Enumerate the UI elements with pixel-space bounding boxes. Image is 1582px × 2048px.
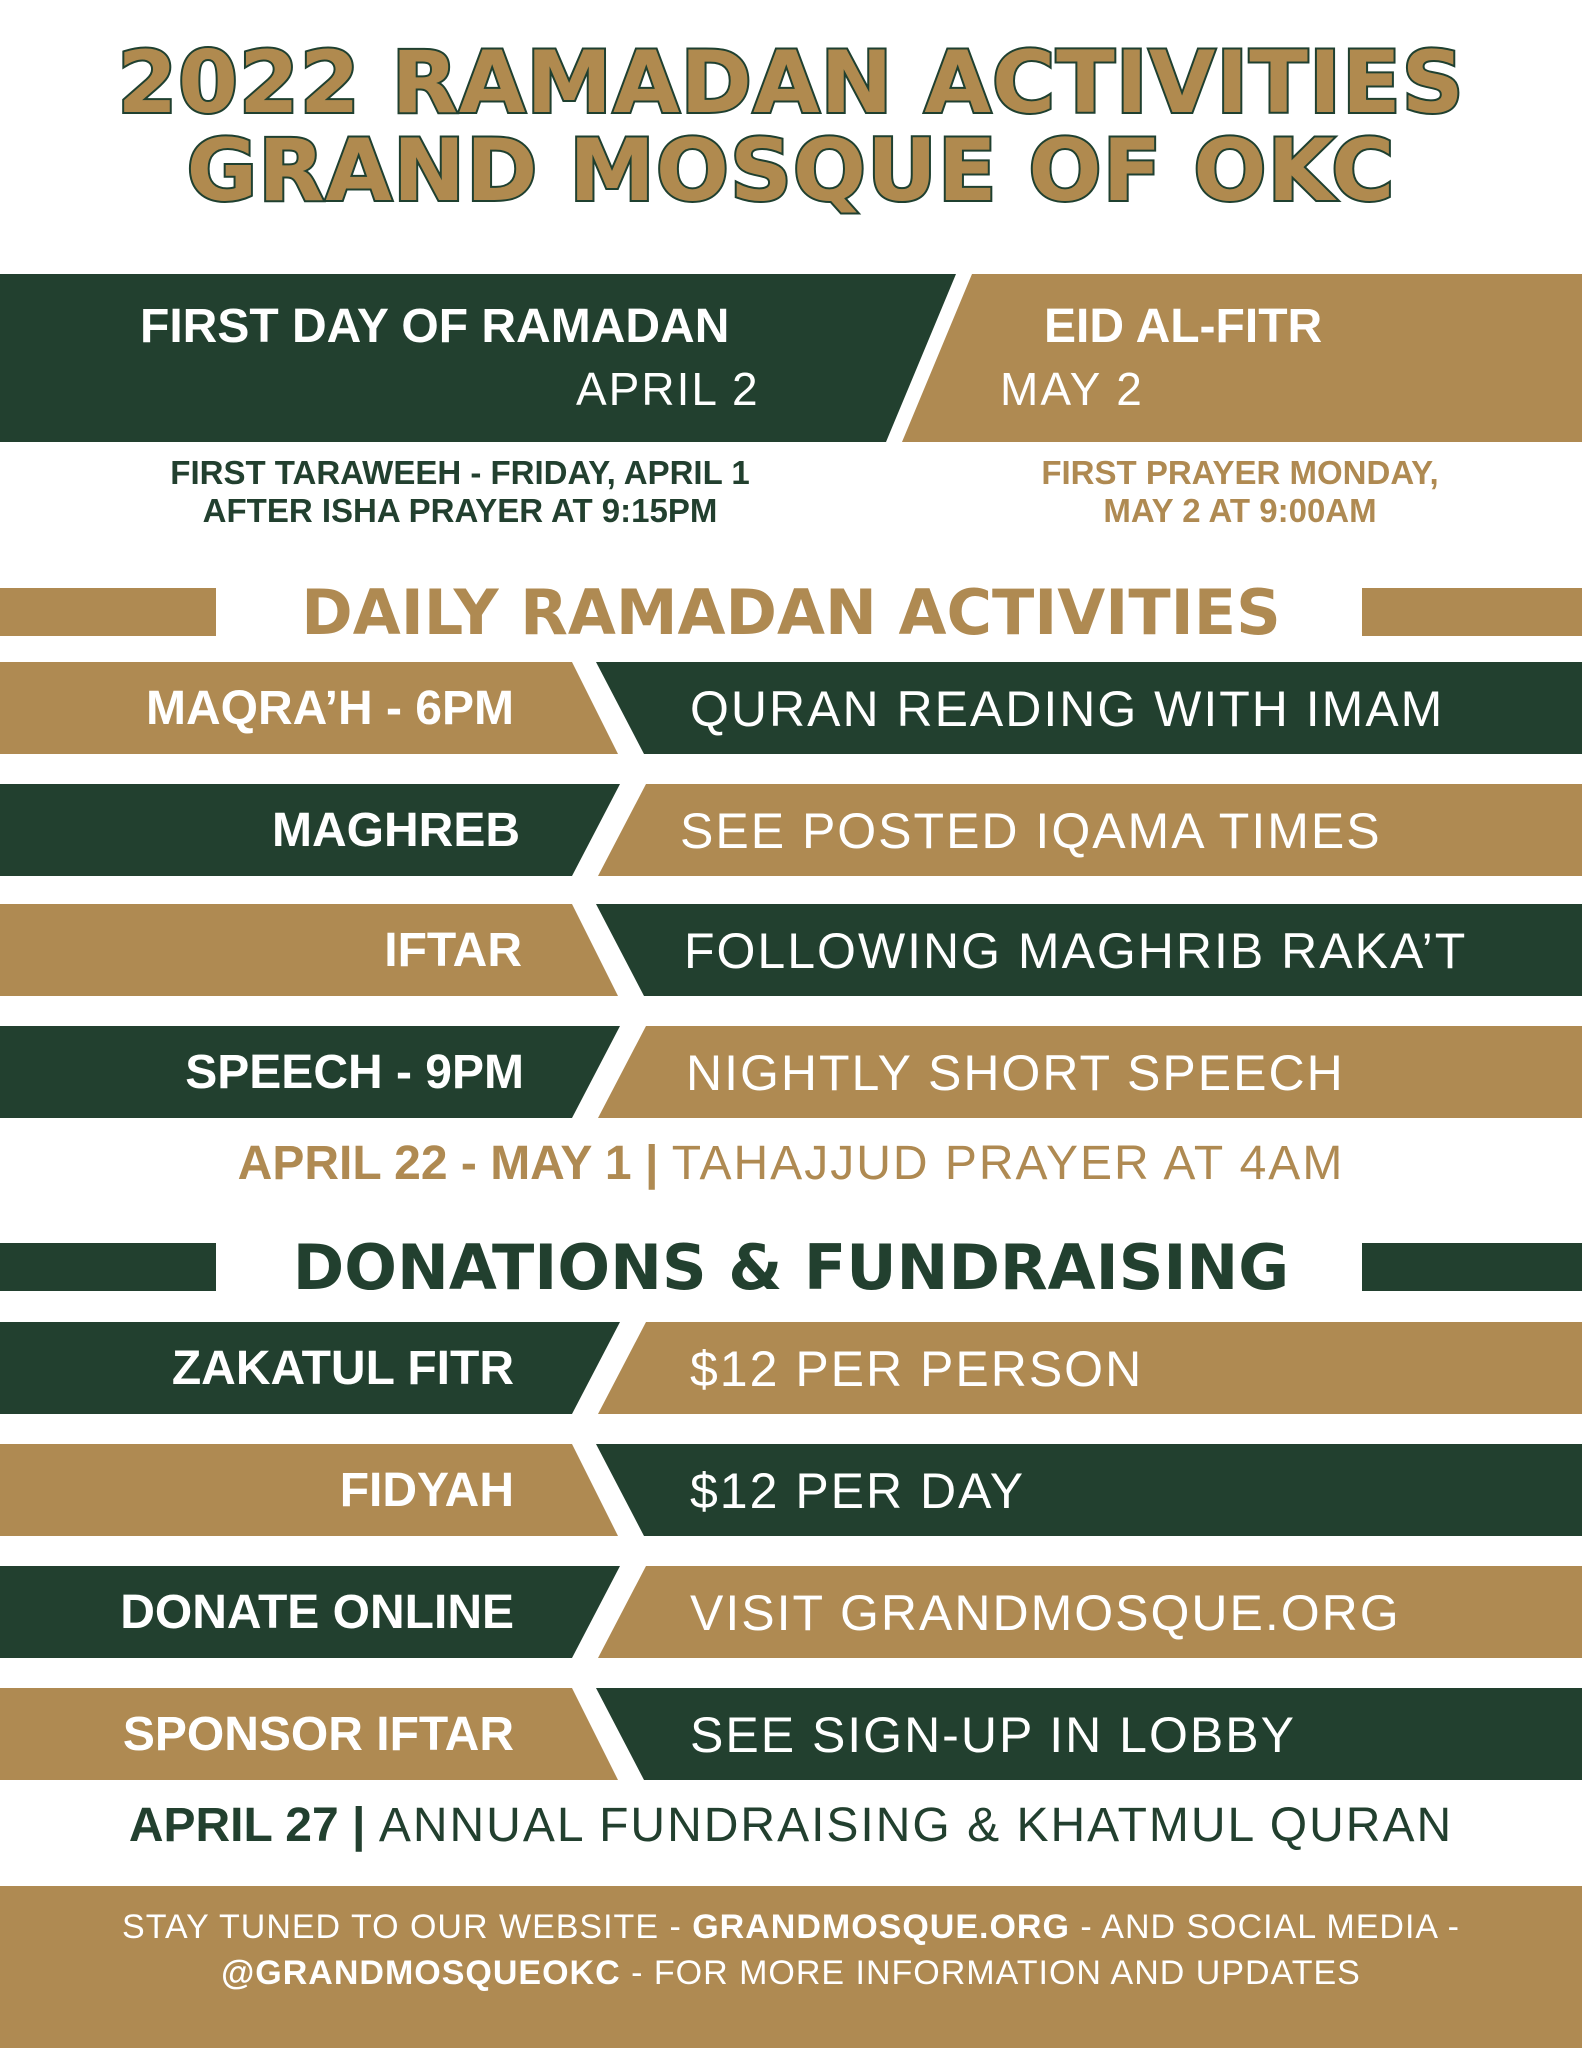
- daily-heading: DAILY RAMADAN ACTIVITIES: [301, 576, 1281, 649]
- first-day-date: APRIL 2: [576, 363, 760, 415]
- fundraising-separator: |: [352, 1799, 366, 1852]
- tahajjud-dates: APRIL 22 - MAY 1: [237, 1137, 632, 1190]
- footer-line-1: [0, 1910, 1582, 1944]
- eid-date: MAY 2: [1000, 363, 1144, 415]
- daily-row-3-label: IFTAR: [384, 924, 522, 977]
- fundraising-note: [0, 1799, 1582, 1852]
- fundraising-text: ANNUAL FUNDRAISING & KHATMUL QURAN: [378, 1799, 1454, 1852]
- title-line-2: GRAND MOSQUE OF OKC: [186, 121, 1396, 221]
- footer-line-2: [0, 1956, 1582, 1990]
- donation-row-2-desc: $12 PER DAY: [690, 1463, 1026, 1519]
- title-line-1: 2022 RAMADAN ACTIVITIES: [117, 33, 1465, 133]
- eid-label: EID AL-FITR: [1044, 300, 1323, 353]
- daily-row-1-label: MAQRA’H - 6PM: [145, 682, 514, 735]
- donation-row-3-label: DONATE ONLINE: [120, 1586, 514, 1639]
- daily-row-2-desc: SEE POSTED IQAMA TIMES: [680, 803, 1382, 859]
- donations-heading: DONATIONS & FUNDRAISING: [292, 1231, 1290, 1304]
- donation-row-1-label: ZAKATUL FITR: [171, 1342, 514, 1395]
- daily-row-2-label: MAGHREB: [272, 804, 520, 857]
- daily-row-4-label: SPEECH - 9PM: [185, 1046, 524, 1099]
- taraweeh-line-2: AFTER ISHA PRAYER AT 9:15PM: [202, 492, 718, 529]
- tahajjud-note: [0, 1137, 1582, 1190]
- eid-prayer-line-2: MAY 2 AT 9:00AM: [1103, 492, 1377, 529]
- website-link[interactable]: GRANDMOSQUE.ORG: [692, 1908, 1070, 1946]
- donation-row-1-desc: $12 PER PERSON: [690, 1341, 1144, 1397]
- donation-row-2-label: FIDYAH: [339, 1464, 514, 1517]
- donation-row-3-desc: VISIT GRANDMOSQUE.ORG: [690, 1585, 1401, 1641]
- eid-prayer-line-1: FIRST PRAYER MONDAY,: [1041, 454, 1439, 491]
- first-day-label: FIRST DAY OF RAMADAN: [140, 300, 730, 353]
- tahajjud-separator: |: [644, 1137, 659, 1190]
- donation-row-4-desc: SEE SIGN-UP IN LOBBY: [690, 1707, 1296, 1763]
- taraweeh-line-1: FIRST TARAWEEH - FRIDAY, APRIL 1: [170, 454, 750, 491]
- footer-text-c: - AND SOCIAL MEDIA -: [1069, 1908, 1460, 1946]
- daily-row-1-desc: QURAN READING WITH IMAM: [690, 681, 1445, 737]
- daily-row-4-desc: NIGHTLY SHORT SPEECH: [686, 1045, 1345, 1101]
- fundraising-date: APRIL 27: [128, 1799, 339, 1852]
- footer-text-d: - FOR MORE INFORMATION AND UPDATES: [620, 1954, 1361, 1992]
- tahajjud-text: TAHAJJUD PRAYER AT 4AM: [671, 1137, 1345, 1190]
- donation-row-4-label: SPONSOR IFTAR: [122, 1708, 514, 1761]
- footer-text-a: STAY TUNED TO OUR WEBSITE -: [122, 1908, 693, 1946]
- daily-row-3-desc: FOLLOWING MAGHRIB RAKA’T: [684, 923, 1468, 979]
- social-handle-link[interactable]: @GRANDMOSQUEOKC: [221, 1954, 621, 1992]
